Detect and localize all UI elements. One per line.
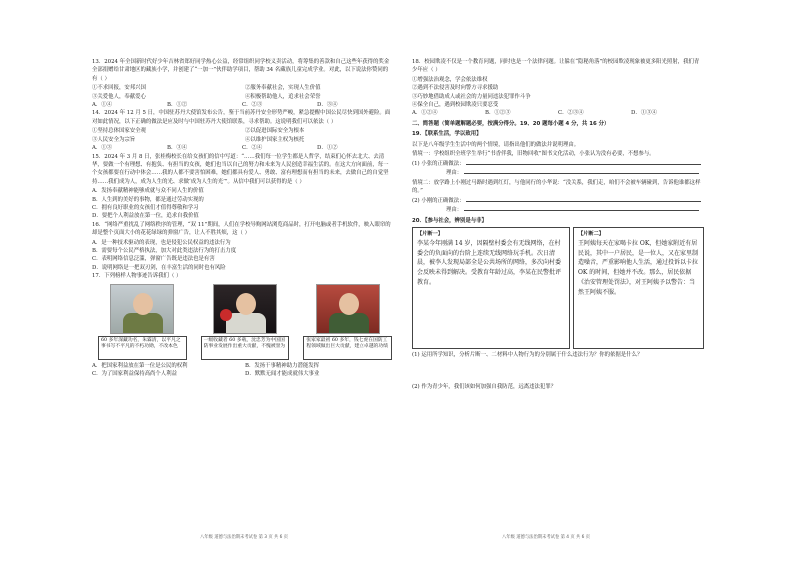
q15-opt-d: D．要把个人利益放在第一位，追求自我价值: [92, 213, 199, 220]
q18-choice-d: D．①③④: [631, 110, 657, 117]
face-shape: [236, 293, 256, 315]
q13-opt-4: ④积极帮助他人，追求社会荣誉: [245, 93, 321, 100]
q16-opt-d: D．说明网络是一把双刃剑，在丰富生活的同时也有风险: [92, 264, 226, 271]
q13-choice-a: A．①④: [92, 102, 113, 109]
q15-opt-c: C．拥有良好职业的女孩们才值得尊敬和学习: [92, 204, 199, 211]
q15-opt-b: B．人生到的美好的事物，都是通过劳动实现的: [92, 196, 204, 203]
q19-title: 19．【联系生活，学以致用】: [412, 131, 482, 138]
face-shape: [339, 293, 359, 315]
footer-left: 八年级 道德与法治期末考试卷 第 3 页 共 6 页: [200, 535, 289, 540]
scientist-photo: [213, 284, 277, 334]
q20-question-2: (2) 作为青少年，我们该如何加强自我防范，远离违法犯罪？: [412, 384, 557, 391]
material-2-box: [573, 227, 704, 349]
q13-options: [92, 84, 392, 101]
q18-stem: 18．校园欺凌不仅是一个教育问题，同时也是一个法律问题。让躲在“隐秘角落”的校园欺凌现象被更多阳光照射，我们青少年应（ ）: [412, 59, 700, 74]
q19-q1-label: (1) 小张的正确做法：: [412, 160, 465, 167]
q17-figure-1: [98, 284, 187, 360]
q18-choices: [412, 109, 704, 117]
q13-choice-d: D．③④: [317, 102, 338, 109]
q13-opt-3: ③关爱他人，奉献爱心: [92, 93, 146, 100]
q16-opt-b: B．需要每个公民严格执法，加大对此类违法行为的打击力度: [92, 248, 237, 254]
q17-opt-d: D．默默无闻才能成就伟大事业: [245, 370, 320, 377]
q17-stem: 17．下列榜样人物事迹告诉我们（ ）: [92, 273, 182, 280]
q17-figure-2: [201, 284, 290, 360]
material-2-title: 【片断二】: [578, 231, 604, 238]
q15-opt-a: A．发扬奉献精神能够成就与众不同人生的价值: [92, 188, 204, 195]
jacket-shape: [226, 313, 266, 334]
left-page: [92, 58, 392, 378]
q19-q2-answer-line[interactable]: [466, 197, 701, 202]
officer-photo: [316, 284, 380, 334]
q14-choice-a: A．①③: [92, 145, 113, 152]
q15-stem: 15．2024 年 3 月 8 日，张桂梅校长在给女孩们的信中写道：“……我们每一位学生都是人哲学，结束们心怀去北大、去清华，要做一个有理想、有抱负、有担当的女孩，她们也当以自己的努力和未来为人民创造幸福生活的。在这大方向面前，每一个女孩都要在行动中体会……我的人都不要害怕困难，她们都具有爱人、勇敢、富有理想而有担当的未来，去做自己的自觉坚持……我们成为人，成为人生的光、求做‘成为人生的光’”。从信中我们可以获得的是（ ）: [92, 153, 389, 185]
q17-opt-a: A．把国家利益放在第一位是公民的权利: [92, 362, 188, 369]
q17-opt-c: C．为了国家利益保持高尚个人利益: [92, 370, 177, 377]
q20-question-1: (1) 运用所学知识，分析片断一、二材料中人物行为的分别属于什么违法行为？你的依据是什么？: [412, 352, 643, 359]
q20-materials: [412, 227, 704, 349]
q14-opt-4: ④以维护国家主权为核托: [245, 136, 305, 143]
q20-title: 20．【参与社会，辨别是与非】: [412, 217, 487, 224]
q17-options: [92, 362, 392, 379]
q14-opt-1: ①坚持总体国家安全观: [92, 128, 146, 135]
q13-choice-c: C．②③: [242, 102, 263, 109]
q17-caption-1: 60 多年深藏功名，朱霖清，以平凡之事书写不平凡的不朽功勋，不改本色: [98, 336, 187, 360]
q18-opt-3: ③巧妙地借助成人或社会的力量同违法犯罪作斗争: [412, 93, 531, 100]
q19-question-2: [412, 197, 704, 205]
q19-scenario-1: 情境一：学校组织全班学生举行“书香伴我，旧物回收”图书文化活动，小张认为没有必要，不想参与。: [412, 151, 655, 158]
q18-choice-b: B．①②③: [485, 110, 511, 117]
q14-opt-3: ③人民安全为宗旨: [92, 136, 136, 143]
q19-r1-label: 理由：: [446, 170, 463, 177]
q18-opt-1: ①增强法治观念，学会依法维权: [412, 76, 488, 83]
material-1-box: [412, 227, 570, 349]
q18-options: [412, 76, 704, 110]
q19-intro: 以下是八年级学生生活中的两个情境，请指出他们的做法并说明理由。: [412, 141, 580, 148]
q18-opt-2: ②遇到不法侵害及时向警方寻求援助: [412, 85, 499, 92]
q13-opt-1: ①不求回报，安邦兴国: [92, 85, 146, 92]
q14-choices: [92, 144, 392, 152]
q15-options: [92, 187, 392, 221]
q13-choice-b: B．①②: [167, 102, 188, 109]
footer-right: 八年级 道德与法治期末考试卷 第 4 页 共 6 页: [502, 535, 591, 540]
flower-icon: [220, 309, 232, 321]
q13-choices: [92, 101, 392, 109]
q18-choice-c: C．②③④: [558, 110, 584, 117]
right-page: [412, 58, 704, 393]
section-title: 二、简答题（简单题解题必要，按满分得分。19、20 题每小题 4 分，共 16 分）: [412, 120, 610, 127]
q17-caption-3: 张家家最初 60 多年，钱七虎在国防工程领域做出巨大贡献，建立卓越的功绩: [303, 336, 392, 360]
q19-q2-label: (2) 小刚的正确做法：: [412, 197, 465, 204]
q18-opt-4: ④保全自己，遇到校园欺凌只要忍受: [412, 102, 499, 109]
uniform-shape: [329, 313, 369, 334]
material-1-title: 【片断一】: [417, 231, 443, 238]
q19-scenario-2: 情境二：放学路上小刚过马路时遇到红灯，与他同行的小华说：“没关系，我们走，咱们不会被车辆碰到，告诉他谁都这样的。”: [412, 179, 701, 195]
face-shape: [133, 293, 153, 315]
q19-reason-2: [412, 206, 704, 214]
q17-opt-b: B．发扬干事精神助力潜能发挥: [245, 362, 320, 369]
q17-figure-3: [303, 284, 392, 360]
q19-question-1: [412, 160, 704, 168]
q16-opt-c: C．表明网络信息泛滥，弹窗广告既是违法也是有害: [92, 256, 215, 263]
q19-r1-answer-line[interactable]: [464, 169, 699, 174]
material-2-text: 王阿姨每天在家喝卡拉 OK，但她家附近有居民说，其中一户居民，是一位人，又在家里制造噪音，严重影响他人生活，通过投诉以卡拉 OK 的时间，但她并不改。那么，居民依据《治安管理处罚法》，对王阿姨予以警告：当然王阿姨不服。: [578, 239, 699, 297]
q14-stem: 14．2024 年 12 月 5 日，中国驻苏丹大使馆发布公告，鉴于当前苏丹安全形势严峻，紧急提醒中国公民尽快到国外避险。面对如此情况，以下正确的做法是应及时与中国驻苏丹大使馆联系，寻求帮助。这说明我们可以依法（ ）: [92, 110, 391, 125]
q16-opt-a: A．是一种技术驱动的表现，也是侵犯公民权益的违法行为: [92, 239, 231, 246]
q19-reason-1: [412, 169, 704, 177]
q16-stem: 16．“网络严重扰乱了网络秩序的管理，“双 11”期间，人们在学校导购网站浏览商品时，打开电脑或者手机软件，映入眼帘的却是整个页面大小的花花绿绿的弹窗广告，让人不胜其烦，这（ ）: [92, 221, 391, 237]
uniform-shape: [123, 313, 163, 334]
q19-r2-label: 理由：: [446, 207, 463, 214]
q14-choice-d: D．①②: [317, 145, 338, 152]
q14-choice-b: B．③④: [167, 145, 188, 152]
material-1-text: 李某今年刚满 14 岁，因隔壁村委会有无线网络，在村委会的负面向的台阶上连续无线网络玩手机。次日清晨，被李人发现局部全是公共场所的网络，多次向村委会反映未得到解决。受教育年龄过高，李某在民警批评教育。: [417, 239, 562, 287]
q18-choice-a: A．①②④: [412, 110, 438, 117]
q13-stem: 13．2024 年全国新时代好少年吉林省郑好同学热心公益，经常组织同学校义卖活动，将筹集的善款和自己这些年获得的奖金全部捐赠给甘肃地区的藏族小学，并创建了“一加一”伙伴助学项目，帮助 34 名藏族儿童完成学业。对此，以下说法你赞同的有（ ）: [92, 59, 390, 82]
q13-opt-2: ②服务奉献社会，实现人生价值: [245, 85, 321, 92]
q19-q1-answer-line[interactable]: [466, 160, 701, 165]
q14-choice-c: C．②④: [242, 145, 263, 152]
veteran-photo: [110, 284, 174, 334]
q14-opt-2: ②以促进国际安全为根本: [245, 128, 305, 135]
q16-options: [92, 239, 392, 273]
q14-options: [92, 127, 392, 144]
q17-figures: [98, 284, 392, 360]
q17-caption-2: 一级收藏者 60 多载，沈忠芳为中国国防事业发展作出重大贡献，不愧被誉为: [201, 336, 290, 360]
q19-r2-answer-line[interactable]: [464, 206, 699, 211]
